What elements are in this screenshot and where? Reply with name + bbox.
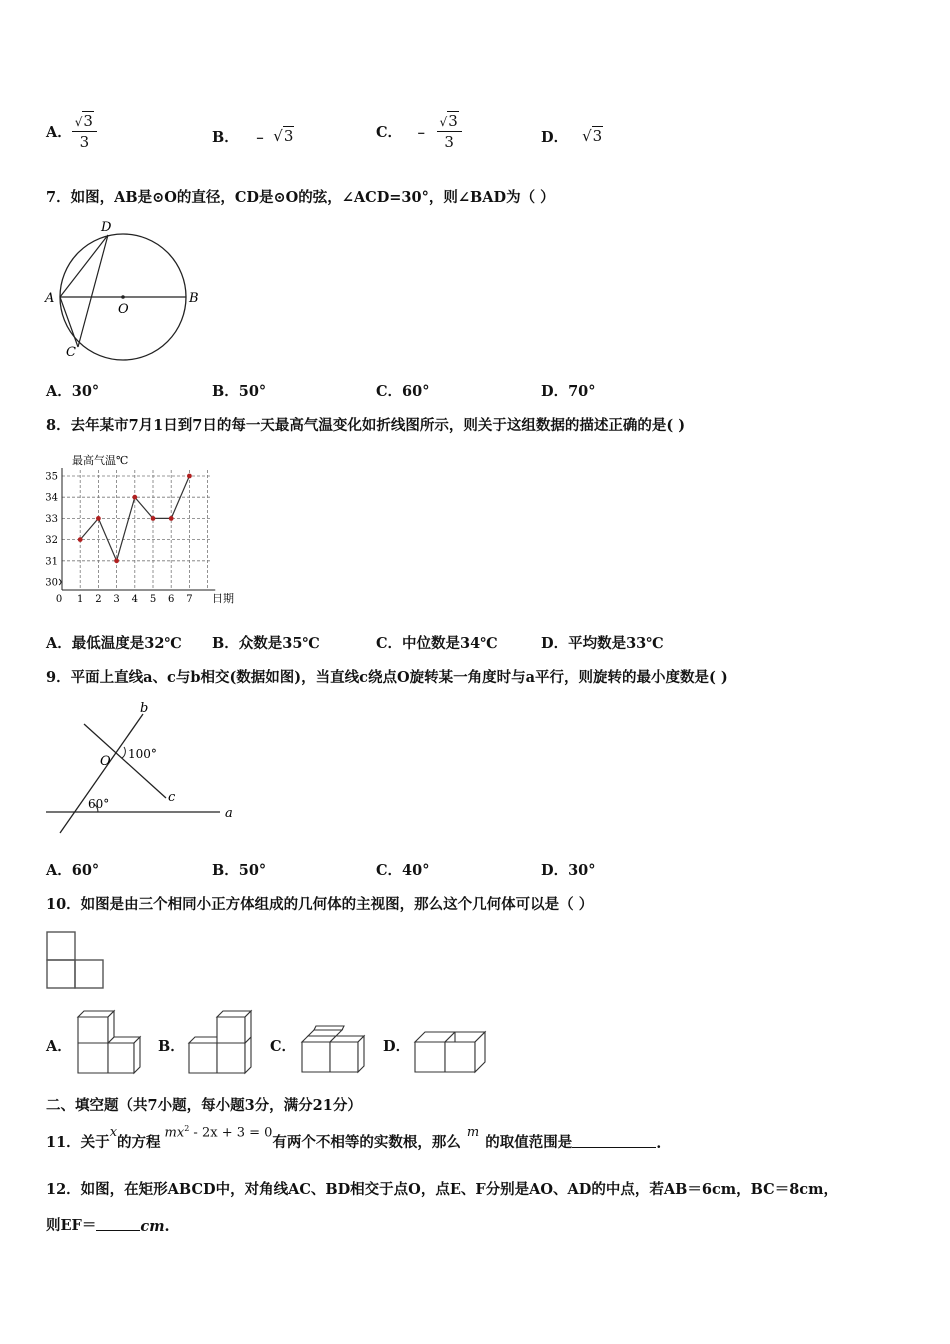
line-b — [60, 714, 143, 833]
label-c: C — [66, 345, 76, 360]
data-point — [169, 516, 174, 521]
q11-text-part: 11．关于 — [46, 1134, 110, 1151]
data-point — [132, 495, 137, 500]
question-9-text: 9．平面上直线a、c与b相交(数据如图)，当直线c绕点O旋转某一角度时与a平行，则旋转的最小度数是( ) — [46, 669, 728, 686]
q6-option-c — [376, 106, 462, 156]
q7-option-a: A．30° — [46, 383, 100, 400]
q9-option-c: C．40° — [376, 862, 430, 879]
label-o: O — [100, 754, 111, 769]
question-11 — [46, 1122, 661, 1152]
data-point — [78, 537, 83, 542]
eq-exponent: 2 — [184, 1123, 190, 1133]
option-label: C． — [376, 123, 403, 141]
q8-option-a: A．最低温度是32℃ — [46, 635, 182, 652]
x-tick-label: 6 — [168, 594, 175, 605]
option-label: B． — [212, 128, 239, 146]
eq-term: mx — [164, 1125, 185, 1140]
q7-option-d: D．70° — [541, 383, 596, 400]
data-point — [187, 474, 192, 479]
question-12-line-1: 12．如图，在矩形ABCD中，对角线AC、BD相交于点O，点E、F分别是AO、AD的中点，若AB＝6cm，BC＝8cm， — [46, 1181, 838, 1198]
eq-rest: - 2x + 3 = 0 — [189, 1125, 273, 1140]
q11-answer-blank[interactable] — [572, 1146, 656, 1148]
angle-arc-100 — [122, 747, 125, 758]
q10-option-a-solid — [74, 1005, 144, 1075]
option-label: D． — [541, 128, 569, 146]
angle-label-60: 60° — [88, 797, 110, 811]
fraction: $\frac{√3}{3}$ — [72, 112, 97, 151]
chart-x-axis-label: 日期 — [212, 592, 234, 605]
x-tick-label: 1 — [77, 594, 84, 605]
q9-option-b: B．50° — [212, 862, 267, 879]
q10-option-b-solid — [185, 1005, 260, 1075]
q6-option-b — [212, 121, 294, 151]
chart-y-axis-label: 最高气温℃ — [72, 454, 129, 467]
question-7-text: 7．如图，AB是⊙O的直径，CD是⊙O的弦，∠ACD=30°，则∠BAD为（ ） — [46, 189, 555, 206]
chart-tick-labels — [45, 472, 192, 606]
data-point — [151, 516, 156, 521]
square-top — [47, 932, 75, 960]
q10-option-d-label: D． — [383, 1038, 411, 1055]
q10-option-c-solid — [298, 1020, 370, 1075]
x-tick-label: 0 — [55, 594, 63, 605]
q11-var-m: m — [466, 1125, 480, 1140]
q6-option-d — [541, 121, 603, 151]
y-tick-label: 34 — [45, 492, 58, 504]
q8-option-b: B．众数是35℃ — [212, 635, 320, 652]
q11-period: . — [656, 1135, 662, 1152]
question-12-line-2 — [46, 1214, 170, 1235]
q6-option-a — [46, 106, 97, 156]
y-tick-label: 33 — [45, 513, 58, 525]
q7-circle-figure — [40, 215, 210, 365]
chord-ad — [60, 235, 108, 297]
center-point — [121, 295, 125, 299]
q7-option-b: B．50° — [212, 383, 267, 400]
q12-period: . — [164, 1218, 170, 1235]
fraction: $\frac{√3}{3}$ — [437, 112, 462, 151]
q12-unit: cm — [140, 1218, 165, 1235]
y-tick-label: 30 — [45, 577, 58, 589]
data-point — [96, 516, 101, 521]
label-a: a — [225, 806, 233, 821]
label-a: A — [45, 291, 55, 306]
q8-option-c: C．中位数是34℃ — [376, 635, 498, 652]
x-tick-label: 7 — [186, 594, 193, 605]
denominator: 3 — [79, 132, 90, 151]
chart-grid — [62, 470, 211, 590]
data-point — [114, 558, 119, 563]
label-b: b — [140, 701, 149, 716]
label-c: c — [168, 790, 176, 805]
q10-option-b-label: B． — [158, 1038, 185, 1055]
q9-option-a: A．60° — [46, 862, 100, 879]
q10-option-c-label: C． — [270, 1038, 297, 1055]
minus-sign: ﹣ — [414, 123, 429, 141]
axis-break — [59, 579, 61, 585]
q9-lines-figure — [40, 700, 250, 840]
option-label: A． — [46, 123, 72, 141]
chord-cd — [78, 235, 108, 347]
chord-ac — [60, 297, 78, 347]
q11-text-part: 的取值范围是 — [485, 1134, 573, 1151]
q11-text-part: 的方程 — [117, 1134, 161, 1151]
square-root: √3 — [273, 127, 294, 145]
label-o: O — [118, 302, 129, 317]
angle-label-100: 100° — [128, 747, 157, 761]
q11-text-part: 有两个不相等的实数根，那么 — [272, 1134, 461, 1151]
x-tick-label: 5 — [149, 594, 157, 605]
question-10-text: 10．如图是由三个相同小正方体组成的几何体的主视图，那么这个几何体可以是（ ） — [46, 896, 594, 913]
radicand: 3 — [592, 127, 603, 145]
q12-answer-blank[interactable] — [96, 1229, 140, 1231]
square-bottom-right — [75, 960, 103, 988]
x-tick-label: 4 — [131, 594, 138, 605]
square-root: √3 — [582, 127, 603, 145]
q10-option-a-label: A． — [46, 1038, 72, 1055]
q9-option-d: D．30° — [541, 862, 596, 879]
q12-text-part: 则EF＝ — [46, 1217, 97, 1234]
q11-equation — [165, 1124, 273, 1140]
line-c — [84, 724, 166, 798]
y-tick-label: 31 — [45, 556, 58, 568]
section-2-heading: 二、填空题（共7小题，每小题3分，满分21分） — [46, 1097, 362, 1114]
y-tick-label: 32 — [45, 535, 58, 547]
q10-front-view — [44, 928, 106, 992]
label-d: D — [101, 220, 112, 235]
q10-option-d-solid — [411, 1020, 493, 1075]
q8-option-d: D．平均数是33℃ — [541, 635, 664, 652]
q7-option-c: C．60° — [376, 383, 430, 400]
y-tick-label: 35 — [45, 471, 58, 483]
minus-sign: ﹣ — [252, 128, 268, 146]
radicand: 3 — [83, 111, 93, 130]
radicand: 3 — [448, 111, 458, 130]
label-b: B — [189, 291, 199, 306]
x-tick-label: 3 — [113, 594, 120, 605]
x-tick-label: 2 — [95, 594, 102, 605]
q11-var-x: x — [109, 1125, 118, 1140]
square-bottom-left — [47, 960, 75, 988]
question-8-text: 8．去年某市7月1日到7日的每一天最高气温变化如折线图所示，则关于这组数据的描述正确的是( ) — [46, 417, 686, 434]
radicand: 3 — [283, 127, 294, 145]
denominator: 3 — [444, 132, 454, 151]
temperature-line-chart — [40, 450, 250, 610]
chart-axes — [59, 468, 215, 590]
